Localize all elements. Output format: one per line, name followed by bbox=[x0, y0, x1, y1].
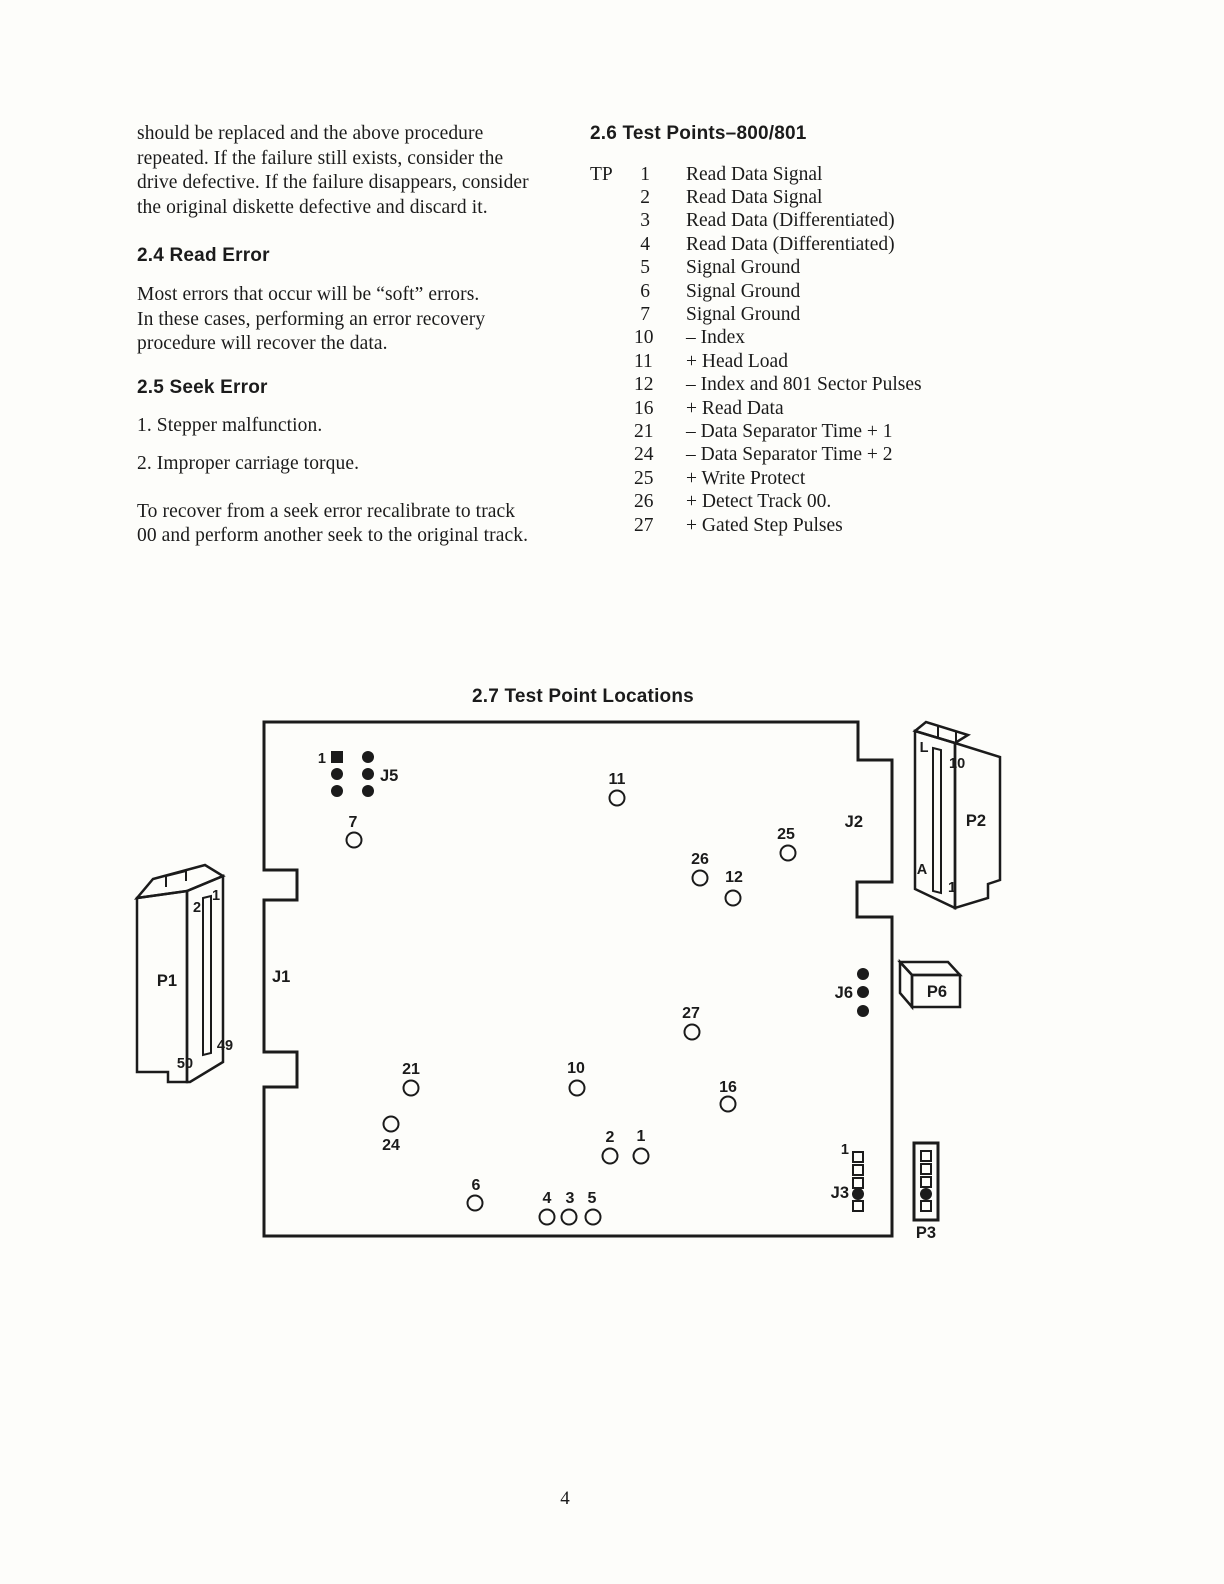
tp-description: + Detect Track 00. bbox=[686, 491, 832, 513]
tp-description: Signal Ground bbox=[686, 257, 801, 279]
j3-pin-square bbox=[853, 1201, 863, 1211]
j5-pin-dot bbox=[331, 768, 343, 780]
tp-row bbox=[590, 350, 1060, 373]
p6-label: P6 bbox=[926, 983, 948, 1001]
text-line: should be replaced and the above procedure bbox=[137, 123, 484, 144]
p1-pin-1-label: 1 bbox=[211, 888, 221, 904]
p1-pin-50-label: 50 bbox=[176, 1056, 194, 1072]
tp26-label: 26 bbox=[691, 851, 709, 868]
p1-label: P1 bbox=[156, 972, 178, 990]
test-point-location-diagram bbox=[120, 680, 1040, 1260]
j3-pin-square bbox=[853, 1165, 863, 1175]
list-item-stepper: 1. Stepper malfunction. bbox=[137, 415, 323, 437]
j2-label: J2 bbox=[844, 813, 863, 831]
tp-prefix: TP bbox=[590, 163, 613, 185]
tp-row bbox=[590, 326, 1060, 349]
p2-pin-10-label: 10 bbox=[949, 756, 966, 772]
tp-number: 27 bbox=[634, 514, 654, 536]
tp-description: Read Data Signal bbox=[686, 163, 823, 185]
tp-number: 24 bbox=[634, 444, 654, 466]
tp-number: 16 bbox=[634, 397, 654, 419]
tp21-label: 21 bbox=[402, 1061, 420, 1078]
j5-pin1-square bbox=[331, 751, 343, 763]
tp4-point bbox=[540, 1210, 555, 1225]
p6-side-face bbox=[900, 962, 912, 1007]
p2-pin-a-label: A bbox=[916, 862, 928, 878]
tp2-label: 2 bbox=[605, 1129, 615, 1146]
j6-pin-dot bbox=[857, 968, 869, 980]
p2-slot bbox=[933, 748, 941, 893]
p1-pin-49-label: 49 bbox=[216, 1038, 234, 1054]
tp-number: 5 bbox=[640, 257, 650, 279]
tp-row bbox=[590, 490, 1060, 513]
paragraph-read-error bbox=[137, 283, 577, 357]
tp10-label: 10 bbox=[567, 1060, 585, 1077]
tp16-label: 16 bbox=[719, 1079, 737, 1096]
tp1-label: 1 bbox=[636, 1128, 646, 1145]
p2-connector bbox=[915, 722, 1000, 908]
p3-body bbox=[914, 1143, 938, 1220]
tp6-label: 6 bbox=[471, 1177, 481, 1194]
text-line: the original diskette defective and discard it. bbox=[137, 196, 488, 218]
list-item-carriage: 2. Improper carriage torque. bbox=[137, 452, 360, 474]
j3-label: J3 bbox=[830, 1184, 849, 1202]
j3-pin1-label: 1 bbox=[840, 1142, 849, 1158]
tp11-label: 11 bbox=[608, 771, 626, 788]
tp3-point bbox=[562, 1210, 577, 1225]
tp6-point bbox=[468, 1196, 483, 1211]
tp-row bbox=[590, 186, 1060, 209]
tp-number: 2 bbox=[640, 187, 650, 208]
tp-number: 25 bbox=[634, 467, 654, 489]
tp-row bbox=[590, 209, 1060, 232]
section-heading-read-error: 2.4 Read Error bbox=[137, 245, 270, 267]
tp7-point bbox=[347, 833, 362, 848]
tp26-point bbox=[693, 871, 708, 886]
diagram-title: 2.7 Test Point Locations bbox=[472, 686, 694, 707]
test-points bbox=[347, 771, 796, 1225]
p1-pin-2-label: 2 bbox=[192, 900, 202, 916]
j5-pin-dot bbox=[362, 785, 374, 797]
tp3-label: 3 bbox=[565, 1190, 575, 1207]
tp-number: 7 bbox=[640, 304, 650, 326]
j5-pin1-label: 1 bbox=[317, 751, 326, 767]
p6-connector bbox=[900, 962, 960, 1007]
tp-row bbox=[590, 443, 1060, 466]
p3-pin-square bbox=[921, 1201, 931, 1211]
tp7-label: 7 bbox=[348, 814, 358, 831]
tp-number: 1 bbox=[640, 163, 650, 185]
p3-pin-square bbox=[921, 1151, 931, 1161]
tp-description: + Gated Step Pulses bbox=[686, 514, 843, 536]
tp5-point bbox=[586, 1210, 601, 1225]
tp-row bbox=[590, 397, 1060, 420]
p2-pin-l-label: L bbox=[919, 740, 929, 756]
tp24-point bbox=[384, 1117, 399, 1132]
text-line: procedure will recover the data. bbox=[137, 333, 388, 355]
tp27-label: 27 bbox=[682, 1005, 700, 1022]
tp27-point bbox=[685, 1025, 700, 1040]
pcb-outline bbox=[264, 722, 892, 1236]
tp-number: 6 bbox=[640, 280, 650, 302]
tp1-point bbox=[634, 1149, 649, 1164]
j6-label: J6 bbox=[834, 984, 853, 1002]
p3-label: P3 bbox=[915, 1224, 937, 1242]
tp-row bbox=[590, 256, 1060, 279]
text-line: 00 and perform another seek to the original track. bbox=[137, 525, 529, 547]
p3-connector bbox=[914, 1143, 938, 1242]
tp16-point bbox=[721, 1097, 736, 1112]
p2-label: P2 bbox=[965, 812, 987, 830]
tp12-point bbox=[726, 891, 741, 906]
left-column bbox=[137, 122, 577, 549]
j6-pin-dot bbox=[857, 1005, 869, 1017]
tp-number: 26 bbox=[634, 491, 654, 513]
j3-connector bbox=[831, 1142, 864, 1211]
tp-number: 3 bbox=[640, 210, 650, 232]
tp11-point bbox=[610, 791, 625, 806]
paragraph-seek-recovery bbox=[137, 500, 577, 549]
tp-description: Read Data (Differentiated) bbox=[686, 233, 895, 255]
text-line: drive defective. If the failure disappears, consider bbox=[137, 172, 529, 194]
tp-description: Signal Ground bbox=[686, 280, 801, 302]
tp25-point bbox=[781, 846, 796, 861]
j5-pin-dot bbox=[362, 751, 374, 763]
p3-pin-dot bbox=[920, 1188, 932, 1200]
tp-description: – Index bbox=[686, 327, 746, 349]
text-line: Most errors that occur will be “soft” errors. bbox=[137, 283, 480, 305]
j5-connector bbox=[318, 751, 398, 797]
tp-row bbox=[590, 373, 1060, 396]
j6-pin-dot bbox=[857, 986, 869, 998]
tp-description: Read Data (Differentiated) bbox=[686, 210, 895, 232]
tp21-point bbox=[404, 1081, 419, 1096]
tp4-label: 4 bbox=[542, 1190, 552, 1207]
j3-pin-square bbox=[853, 1152, 863, 1162]
p1-slot bbox=[203, 896, 211, 1055]
tp-row bbox=[590, 420, 1060, 443]
tp-description: + Read Data bbox=[686, 397, 784, 419]
tp-row bbox=[590, 514, 1060, 537]
tp-number: 10 bbox=[634, 327, 654, 349]
tp-description: + Head Load bbox=[686, 350, 788, 372]
tp10-point bbox=[570, 1081, 585, 1096]
j5-pin-dot bbox=[331, 785, 343, 797]
p2-pin-1-label: 1 bbox=[948, 880, 957, 896]
p1-connector bbox=[137, 865, 233, 1082]
tp-row bbox=[590, 233, 1060, 256]
p3-pin-square bbox=[921, 1177, 931, 1187]
tp-row bbox=[590, 303, 1060, 326]
j3-pin-dot bbox=[852, 1188, 864, 1200]
j5-pin-dot bbox=[362, 768, 374, 780]
tp25-label: 25 bbox=[777, 826, 795, 843]
test-point-list bbox=[590, 163, 1060, 538]
tp24-label: 24 bbox=[382, 1137, 400, 1154]
tp-number: 4 bbox=[640, 233, 650, 255]
tp-row bbox=[590, 280, 1060, 303]
j1-label: J1 bbox=[272, 968, 291, 986]
tp-description: Read Data Signal bbox=[686, 187, 823, 208]
tp-description: + Write Protect bbox=[686, 467, 806, 489]
p3-pin-square bbox=[921, 1164, 931, 1174]
j5-label: J5 bbox=[380, 767, 399, 785]
text-line: repeated. If the failure still exists, consider the bbox=[137, 147, 504, 169]
tp-row bbox=[590, 467, 1060, 490]
paragraph-recovery bbox=[137, 122, 577, 220]
tp2-point bbox=[603, 1149, 618, 1164]
page-number: 4 bbox=[560, 1488, 570, 1509]
section-heading-seek-error: 2.5 Seek Error bbox=[137, 376, 268, 398]
text-line: To recover from a seek error recalibrate to track bbox=[137, 500, 516, 522]
j3-pin-square bbox=[853, 1178, 863, 1188]
right-column bbox=[590, 122, 1060, 537]
section-heading-test-points: 2.6 Test Points–800/801 bbox=[590, 123, 807, 144]
tp-number: 12 bbox=[634, 374, 654, 396]
tp12-label: 12 bbox=[725, 869, 743, 886]
tp-description: – Index and 801 Sector Pulses bbox=[686, 374, 922, 396]
tp-number: 21 bbox=[634, 421, 654, 443]
tp5-label: 5 bbox=[587, 1190, 597, 1207]
tp-description: – Data Separator Time + 1 bbox=[686, 421, 893, 443]
tp-number: 11 bbox=[634, 350, 653, 372]
tp-description: – Data Separator Time + 2 bbox=[686, 444, 893, 466]
tp-row bbox=[590, 163, 1060, 186]
j6-connector bbox=[835, 968, 869, 1017]
text-line: In these cases, performing an error recovery bbox=[137, 308, 486, 330]
tp-description: Signal Ground bbox=[686, 304, 801, 326]
